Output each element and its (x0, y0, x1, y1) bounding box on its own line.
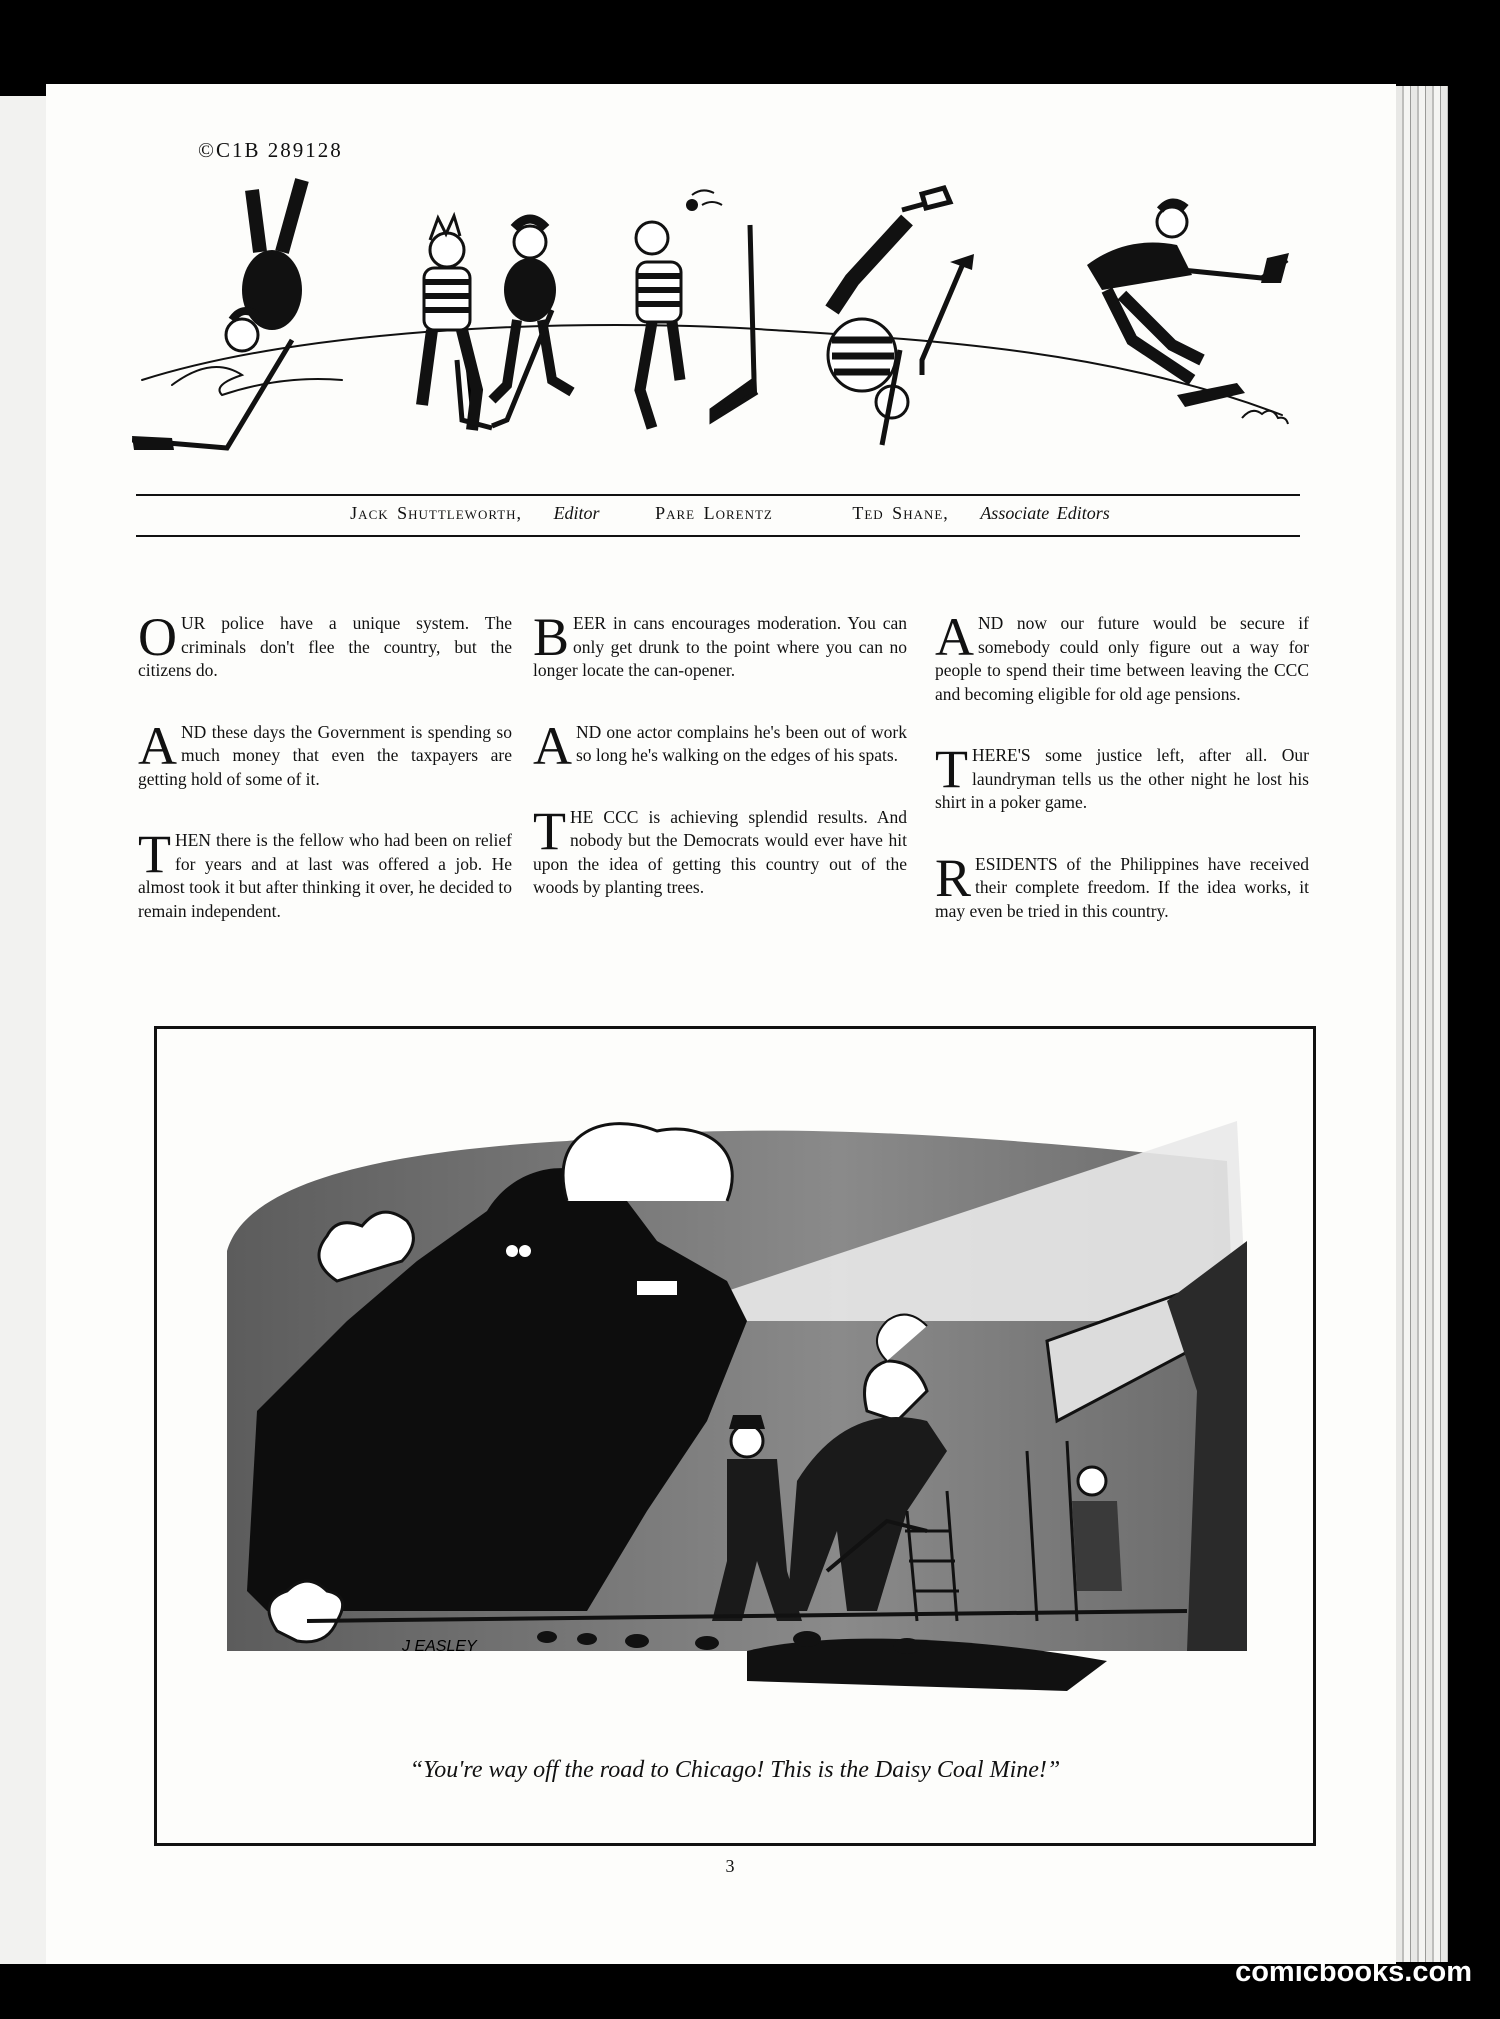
paragraph (533, 715, 907, 776)
text-column-3 (935, 607, 1309, 961)
drop-cap: O (138, 607, 177, 667)
drop-cap: A (533, 715, 572, 776)
hockey-player-5 (828, 188, 974, 445)
hockey-player-1 (132, 180, 302, 450)
paragraph-text: HERE'S some justice left, after all. Our laundryman tells us the other night he lost his shirt in a poker game. (935, 745, 1309, 812)
masthead-rule-top (136, 494, 1300, 496)
associate-editor-2: Ted Shane, (852, 503, 949, 523)
associate-editor-1: Pare Lorentz (655, 503, 773, 523)
artist-signature: J EASLEY (402, 1638, 477, 1655)
paragraph (138, 607, 512, 683)
paragraph (138, 824, 512, 923)
paragraph (138, 715, 512, 792)
text-column-2 (533, 607, 907, 938)
paragraph (935, 847, 1309, 924)
drop-cap: R (935, 847, 972, 908)
paragraph-text: ESIDENTS of the Philippines have received their complete freedom. If the idea works, it may even be tried in this country. (935, 853, 1309, 921)
masthead-rule-bottom (136, 535, 1300, 537)
paragraph-text: HE CCC is achieving splendid results. And nobody but the Democrats would ever have hit upon the idea of getting this country out of the woods by planting trees. (533, 806, 907, 897)
drop-cap: A (138, 715, 177, 776)
hockey-player-6 (1087, 202, 1289, 424)
associate-role: Associate Editors (980, 503, 1110, 523)
hockey-player-4 (636, 190, 757, 428)
paragraph (935, 607, 1309, 706)
cartoon-frame (154, 1026, 1316, 1846)
page-number: 3 (725, 1856, 735, 1876)
paragraph-text: UR police have a unique system. The criminals don't flee the country, but the citizens do. (138, 613, 512, 680)
drop-cap: A (935, 607, 974, 667)
copyright-mark: ©C1B 289128 (198, 138, 343, 162)
paragraph-text: ND these days the Government is spending so much money that even the taxpayers are getting hold of some of it. (138, 721, 512, 789)
paragraph (935, 739, 1309, 815)
paragraph-text: ND now our future would be secure if somebody could only figure out a way for people to spend their time between leaving the CCC and becoming eligible for old age pensions. (935, 613, 1309, 704)
watermark: comicbooks.com (1235, 1956, 1472, 1988)
hockey-player-3 (492, 219, 572, 426)
drop-cap: B (533, 607, 570, 667)
editor-role: Editor (553, 503, 600, 523)
cartoon-illustration (187, 1091, 1277, 1727)
editor-name: Jack Shuttleworth, (350, 503, 523, 523)
paragraph (533, 800, 907, 900)
paragraph-text: HEN there is the fellow who had been on relief for years and at last was offered a job. He almost took it but after thinking it over, he decided to remain independent. (138, 830, 512, 921)
drop-cap: T (533, 800, 566, 861)
paragraph-text: EER in cans encourages moderation. You can only get drunk to the point where you can no longer locate the can-opener. (533, 613, 907, 680)
paragraph (533, 607, 907, 683)
drop-cap: T (935, 739, 968, 799)
masthead-illustration (132, 170, 1304, 460)
hockey-player-2 (422, 216, 492, 430)
text-column-1 (138, 607, 512, 961)
cartoon-caption: “You're way off the road to Chicago! This is the Daisy Coal Mine!” (409, 1757, 1061, 1783)
page-stack-edge (1396, 86, 1448, 1962)
paragraph-text: ND one actor complains he's been out of work so long he's walking on the edges of his spats. (576, 721, 907, 765)
drop-cap: T (138, 824, 171, 884)
editors-line (136, 503, 1300, 524)
